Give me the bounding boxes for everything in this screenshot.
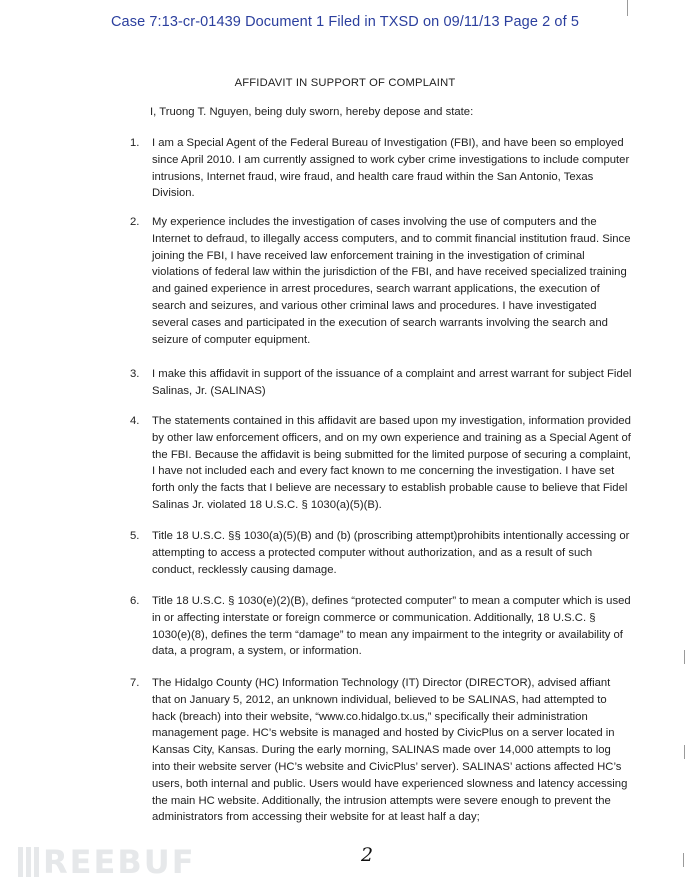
- case-header: Case 7:13-cr-01439 Document 1 Filed in TXSD on 09/11/13 Page 2 of 5: [110, 14, 580, 30]
- scan-edge-mark-mid: [684, 650, 685, 664]
- scan-edge-mark-low: [684, 745, 685, 759]
- paragraph-text: The Hidalgo County (HC) Information Technology (IT) Director (DIRECTOR), advised affiant that on January 5, 2012, an unknown individual, believed to be SALINAS, had attempted to hack (breach) into their website, “www.co.hidalgo.tx.us,” specifically their administration management page. HC’s website is managed and hosted by CivicPlus on a server located in Kansas City, Kansas. During the early morning, SALINAS made over 14,000 attempts to log into their website server (HC’s website and CivicPlus’ server). SALINAS’ actions affected HC’s users, both internal and public. Users would have experienced slowness and latency accessing the main HC website. Additionally, the intrusion attempts were severe enough to prevent the administrators from accessing their website for at least half a day;: [152, 677, 628, 824]
- handwritten-page-number: 2: [361, 844, 374, 866]
- watermark-logo-bars: [18, 847, 39, 877]
- paragraph-number: 7.: [130, 677, 140, 689]
- paragraph-text: The statements contained in this affidavit are based upon my investigation, information provided by other law enforcement officers, and on my own experience and training as a Special Agent of the FBI. Because the affidavit is being submitted for the limited purpose of securing a complaint, I have not included each and every fact known to me concerning the investigation. I have set forth only the facts that I believe are necessary to establish probable cause to believe that Fidel Salinas Jr. violated 18 U.S.C. § 1030(a)(5)(B).: [152, 415, 631, 511]
- paragraph-text: Title 18 U.S.C. § 1030(e)(2)(B), defines “protected computer” to mean a computer which is used in or affecting interstate or foreign commerce or communication. Additionally, 18 U.S.C. § 1030(e)(8), defines the term “damage” to mean any impairment to the integrity or availability of data, a program, a system, or information.: [152, 595, 631, 658]
- watermark-text: REEBUF: [43, 843, 196, 881]
- document-title: AFFIDAVIT IN SUPPORT OF COMPLAINT: [234, 77, 456, 89]
- paragraph-number: 5.: [130, 530, 140, 542]
- paragraph-text: My experience includes the investigation of cases involving the use of computers and the Internet to defraud, to illegally access computers, and to commit financial institution fraud. Since joining the FBI, I have received law enforcement training in the investigation of criminal violations of federal law within the jurisdiction of the FBI, and have received specialized training and gained experience in arrest procedures, search warrant applications, the execution of search and seizures, and various other criminal laws and procedures. I have investigated several cases and participated in the execution of search warrants involving the search and seizure of computer equipment.: [152, 216, 631, 346]
- paragraph-number: 1.: [130, 137, 140, 149]
- paragraph-text: I am a Special Agent of the Federal Bureau of Investigation (FBI), and have been so employed since April 2010. I am currently assigned to work cyber crime investigations to include computer intrusions, Internet fraud, wire fraud, and health care fraud within the San Antonio, Texas Division.: [152, 137, 630, 200]
- freebuf-watermark: [18, 843, 196, 881]
- paragraph-text: I make this affidavit in support of the issuance of a complaint and arrest warrant for subject Fidel Salinas, Jr. (SALINAS): [152, 368, 632, 397]
- scan-edge-mark-top: [627, 0, 628, 16]
- paragraph-number: 3.: [130, 368, 140, 380]
- paragraph-number: 6.: [130, 595, 140, 607]
- paragraph-number: 2.: [130, 216, 140, 228]
- scan-edge-mark-bottom: [683, 853, 684, 867]
- paragraph-number: 4.: [130, 415, 140, 427]
- paragraph-text: Title 18 U.S.C. §§ 1030(a)(5)(B) and (b) (proscribing attempt)prohibits intentionally accessing or attempting to access a protected computer without authorization, and as a result of such conduct, recklessly causing damage.: [152, 530, 630, 576]
- intro-statement: I, Truong T. Nguyen, being duly sworn, hereby depose and state:: [150, 106, 474, 118]
